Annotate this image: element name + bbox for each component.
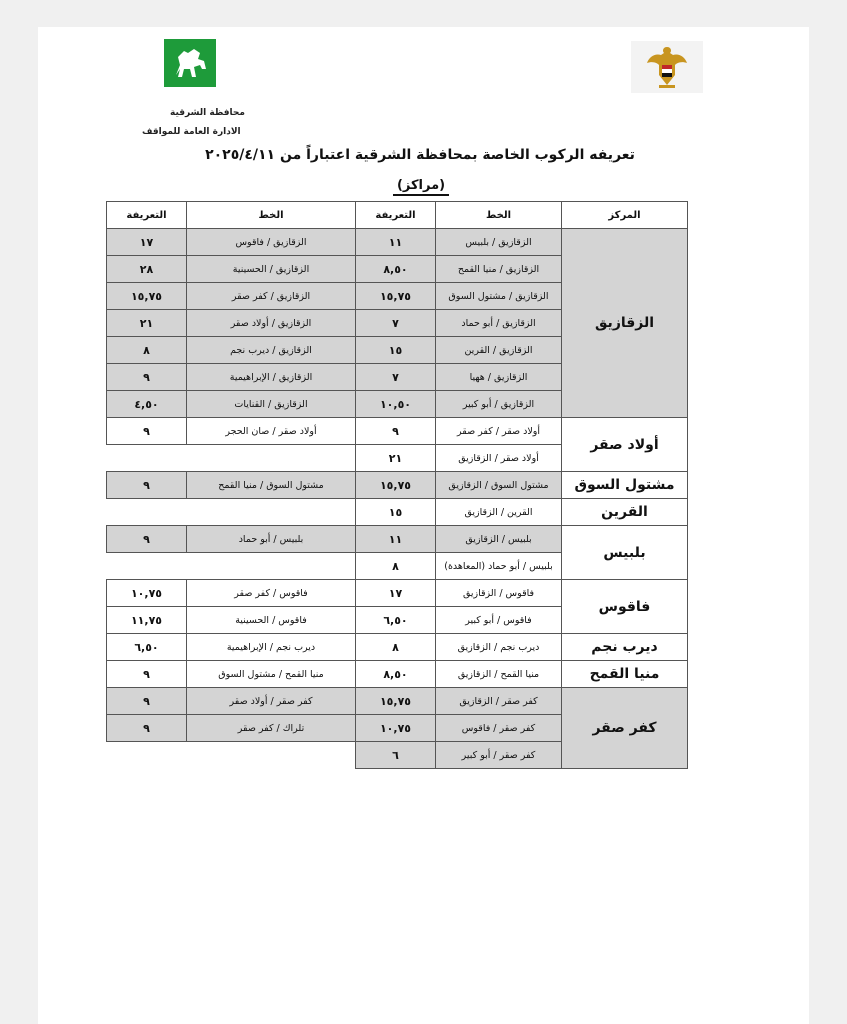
line-2-cell: الزقازيق / الحسينية: [187, 256, 356, 283]
fare-2-cell: ٦,٥٠: [107, 634, 187, 661]
line-cell: الزقازيق / أبو حماد: [436, 310, 562, 337]
line-2-cell: [187, 553, 356, 580]
fare-cell: ٦: [356, 742, 436, 769]
fare-cell: ٨,٥٠: [356, 256, 436, 283]
fare-2-cell: [107, 445, 187, 472]
header-line: الخط: [436, 202, 562, 229]
fare-cell: ١٥,٧٥: [356, 688, 436, 715]
table-row: [107, 229, 688, 256]
line-2-cell: الزقازيق / الإبراهيمية: [187, 364, 356, 391]
fare-2-cell: ٩: [107, 688, 187, 715]
fare-2-cell: ١٠,٧٥: [107, 580, 187, 607]
fare-cell: ٩: [356, 418, 436, 445]
line-2-cell: الزقازيق / أولاد صقر: [187, 310, 356, 337]
center-name-cell: بلبيس: [562, 526, 688, 580]
line-2-cell: تلراك / كفر صقر: [187, 715, 356, 742]
table-row: [107, 688, 688, 715]
line-cell: الزقازيق / ههيا: [436, 364, 562, 391]
line-2-cell: [187, 445, 356, 472]
line-cell: مشتول السوق / الزقازيق: [436, 472, 562, 499]
fare-2-cell: ١٧: [107, 229, 187, 256]
center-name-cell: أولاد صقر: [562, 418, 688, 472]
fare-cell: ١١: [356, 526, 436, 553]
fare-cell: ١٠,٧٥: [356, 715, 436, 742]
fare-cell: ٨: [356, 553, 436, 580]
fare-cell: ٧: [356, 364, 436, 391]
line-cell: أولاد صقر / الزقازيق: [436, 445, 562, 472]
line-2-cell: كفر صقر / أولاد صقر: [187, 688, 356, 715]
line-2-cell: الزقازيق / كفر صقر: [187, 283, 356, 310]
fare-2-cell: [107, 499, 187, 526]
fare-cell: ١٠,٥٠: [356, 391, 436, 418]
line-2-cell: الزقازيق / فاقوس: [187, 229, 356, 256]
header-fare: التعريفة: [356, 202, 436, 229]
fare-cell: ١٥: [356, 499, 436, 526]
fare-2-cell: ٤,٥٠: [107, 391, 187, 418]
org-name-governorate: محافظة الشرقية: [170, 108, 245, 118]
line-cell: الزقازيق / مشتول السوق: [436, 283, 562, 310]
fare-2-cell: ٩: [107, 526, 187, 553]
fare-cell: ٢١: [356, 445, 436, 472]
fare-2-cell: ٩: [107, 364, 187, 391]
line-cell: كفر صقر / فاقوس: [436, 715, 562, 742]
egypt-eagle-emblem-icon: [631, 41, 703, 93]
fare-cell: ١١: [356, 229, 436, 256]
org-name-department: الادارة العامة للمواقف: [142, 127, 241, 137]
line-2-cell: منيا القمح / مشتول السوق: [187, 661, 356, 688]
fare-cell: ١٥: [356, 337, 436, 364]
table-row: [107, 580, 688, 607]
horse-logo-icon: [164, 39, 216, 87]
center-name-cell: ديرب نجم: [562, 634, 688, 661]
fare-cell: ١٥,٧٥: [356, 283, 436, 310]
table-row: [107, 526, 688, 553]
line-2-cell: فاقوس / الحسينية: [187, 607, 356, 634]
fare-2-cell: [107, 553, 187, 580]
line-cell: منيا القمح / الزقازيق: [436, 661, 562, 688]
center-name-cell: منيا القمح: [562, 661, 688, 688]
fare-cell: ١٧: [356, 580, 436, 607]
line-cell: بلبيس / أبو حماد (المعاهدة): [436, 553, 562, 580]
fare-2-cell: ٩: [107, 661, 187, 688]
center-name-cell: القرين: [562, 499, 688, 526]
line-2-cell: فاقوس / كفر صقر: [187, 580, 356, 607]
line-cell: الزقازيق / بلبيس: [436, 229, 562, 256]
line-2-cell: مشتول السوق / منيا القمح: [187, 472, 356, 499]
fare-2-cell: ١٥,٧٥: [107, 283, 187, 310]
line-2-cell: [187, 742, 356, 769]
header-center: المركز: [562, 202, 688, 229]
line-cell: الزقازيق / منيا القمح: [436, 256, 562, 283]
fare-2-cell: ٩: [107, 715, 187, 742]
center-name-cell: مشتول السوق: [562, 472, 688, 499]
line-cell: الزقازيق / أبو كبير: [436, 391, 562, 418]
center-name-cell: الزقازيق: [562, 229, 688, 418]
fares-table: [106, 201, 688, 769]
page-title: تعريفه الركوب الخاصة بمحافظة الشرقية اعتباراً من ٢٠٢٥/٤/١١: [205, 147, 635, 163]
header-line-2: الخط: [187, 202, 356, 229]
fare-2-cell: ٢٨: [107, 256, 187, 283]
line-cell: كفر صقر / أبو كبير: [436, 742, 562, 769]
line-2-cell: [187, 499, 356, 526]
line-2-cell: الزقازيق / القنايات: [187, 391, 356, 418]
fare-cell: ٧: [356, 310, 436, 337]
center-name-cell: كفر صقر: [562, 688, 688, 769]
fare-2-cell: ٨: [107, 337, 187, 364]
line-2-cell: أولاد صقر / صان الحجر: [187, 418, 356, 445]
page-subtitle: (مراكز): [388, 178, 454, 193]
line-cell: ديرب نجم / الزقازيق: [436, 634, 562, 661]
table-row: [107, 499, 688, 526]
line-2-cell: ديرب نجم / الإبراهيمية: [187, 634, 356, 661]
line-cell: فاقوس / الزقازيق: [436, 580, 562, 607]
fare-2-cell: ٢١: [107, 310, 187, 337]
line-cell: بلبيس / الزقازيق: [436, 526, 562, 553]
table-row: [107, 634, 688, 661]
fare-cell: ٦,٥٠: [356, 607, 436, 634]
line-cell: القرين / الزقازيق: [436, 499, 562, 526]
table-row: [107, 661, 688, 688]
fares-table-body: [107, 229, 688, 769]
center-name-cell: فاقوس: [562, 580, 688, 634]
line-cell: كفر صقر / الزقازيق: [436, 688, 562, 715]
fare-cell: ٨: [356, 634, 436, 661]
line-cell: الزقازيق / القرين: [436, 337, 562, 364]
fare-2-cell: [107, 742, 187, 769]
line-cell: فاقوس / أبو كبير: [436, 607, 562, 634]
fare-2-cell: ٩: [107, 472, 187, 499]
fare-2-cell: ١١,٧٥: [107, 607, 187, 634]
fare-cell: ١٥,٧٥: [356, 472, 436, 499]
line-2-cell: بلبيس / أبو حماد: [187, 526, 356, 553]
line-cell: أولاد صقر / كفر صقر: [436, 418, 562, 445]
fare-2-cell: ٩: [107, 418, 187, 445]
header-fare-2: التعريفة: [107, 202, 187, 229]
table-row: [107, 472, 688, 499]
table-header-row: [107, 202, 688, 229]
fare-cell: ٨,٥٠: [356, 661, 436, 688]
table-row: [107, 418, 688, 445]
line-2-cell: الزقازيق / ديرب نجم: [187, 337, 356, 364]
